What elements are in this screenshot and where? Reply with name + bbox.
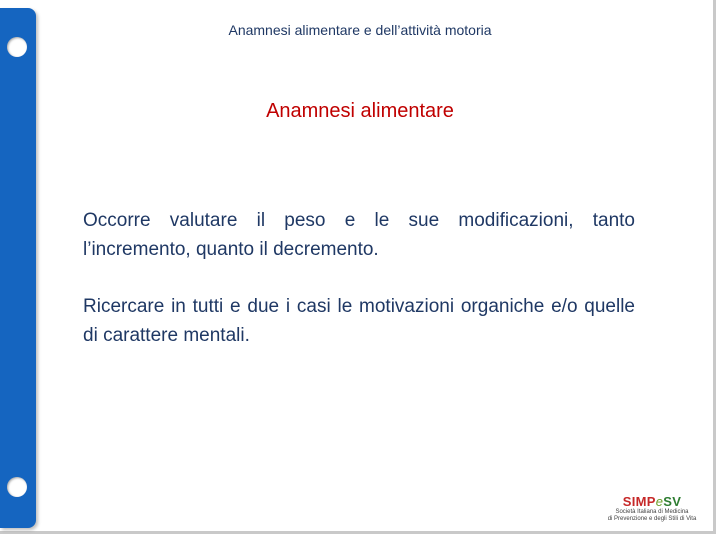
body-paragraph-2: Ricercare in tutti e due i casi le motivazioni organiche e/o quelle di carattere mentali. (83, 296, 635, 346)
binder-strip (0, 8, 36, 528)
logo-mark (592, 495, 712, 509)
header-title: Anamnesi alimentare e dell’attività motoria (228, 22, 492, 38)
body-paragraph-1: Occorre valutare il peso e le sue modificazioni, tanto l’incremento, quanto il decremento. (83, 210, 635, 260)
binder-hole-bottom (7, 477, 27, 497)
simpesv-logo (592, 495, 712, 523)
logo-sv-text: SV (663, 494, 682, 509)
logo-subtitle-line-2: di Prevenzione e degli Stili di Vita (607, 516, 697, 522)
logo-e-text: e (655, 494, 664, 509)
logo-simp-text: SIMP (622, 494, 656, 509)
logo-subtitle-line-1: Società Italiana di Medicina (615, 509, 689, 515)
binder-hole-top (7, 37, 27, 57)
section-title: Anamnesi alimentare (266, 100, 454, 122)
